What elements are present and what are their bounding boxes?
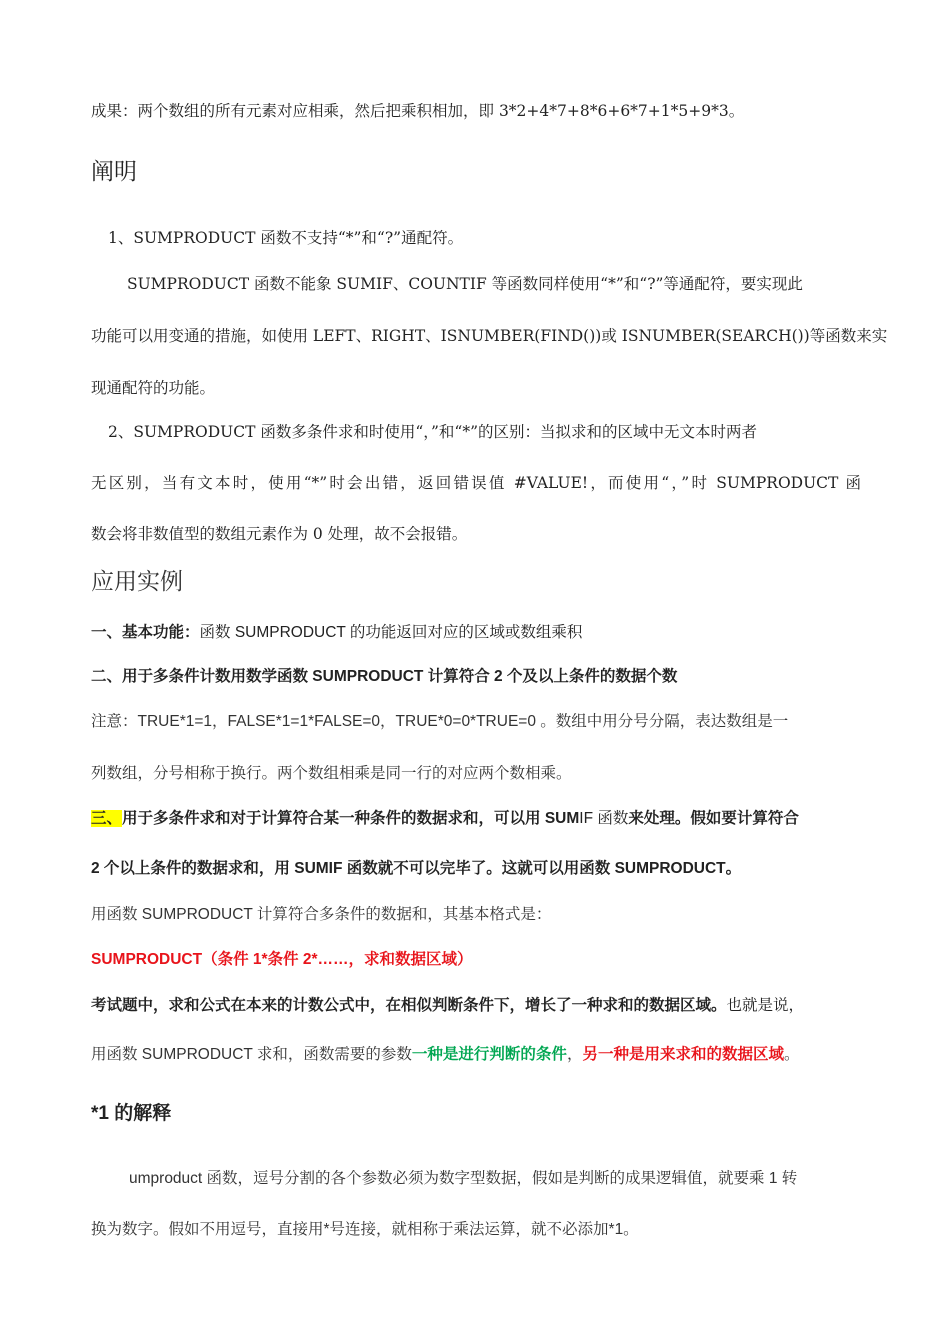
exam-line2 bbox=[91, 1044, 861, 1066]
note2-line3: 数会将非数值型的数组元素作为 0 处理，故不会报错。 bbox=[91, 525, 468, 543]
item3-text-b: SUM bbox=[544, 810, 580, 827]
result-label: 成果： bbox=[91, 102, 138, 120]
item3-text-a: 用于多条件求和对于计算符合某一种条件的数据求和，可以用 bbox=[122, 810, 545, 827]
item3-line2: 2 个以上条件的数据求和，用 SUMIF 函数就不可以完毕了。这就可以用函数 SUMPRODUCT。 bbox=[91, 860, 742, 877]
star-line1: umproduct 函数，逗号分割的各个参数必须为数字型数据，假如是判断的成果逻辑值，就要乘 1 转 bbox=[129, 1170, 798, 1187]
item3-number: 三、 bbox=[91, 810, 123, 827]
result-text: 两个数组的所有元素对应相乘，然后把乘积相加，即 3*2+4*7+8*6+6*7+1*5+9*3。 bbox=[137, 102, 745, 120]
result-paragraph bbox=[91, 100, 861, 122]
remark-line1: 注意：TRUE*1=1，FALSE*1=1*FALSE=0，TRUE*0=0*TRUE=0 。数组中用分号分隔，表达数组是一 bbox=[91, 713, 789, 730]
item3-text-c: IF 函数 bbox=[579, 810, 629, 827]
exam-l2e: 。 bbox=[783, 1046, 800, 1063]
note1-line1: SUMPRODUCT 函数不能象 SUMIF、COUNTIF 等函数同样使用“*”和“?”等通配符，要实现此 bbox=[127, 275, 803, 293]
exam-l2c: ， bbox=[566, 1046, 583, 1063]
note1-title: 1、SUMPRODUCT 函数不支持“*”和“?”通配符。 bbox=[108, 229, 464, 247]
item1-label: 一、基本功能： bbox=[91, 624, 200, 641]
remark-line2: 列数组，分号相称于换行。两个数组相乘是同一行的对应两个数相乘。 bbox=[91, 765, 572, 782]
item3-text-d: 来处理。假如要计算符合 bbox=[628, 810, 799, 827]
note1-line3: 现通配符的功能。 bbox=[91, 379, 216, 397]
exam-l2a: 用函数 SUMPRODUCT 求和，函数需要的参数 bbox=[91, 1046, 412, 1063]
note1-line2: 功能可以用变通的措施，如使用 LEFT、RIGHT、ISNUMBER(FIND())或 ISNUMBER(SEARCH())等函数来实 bbox=[91, 327, 888, 345]
note2-line1: 2、SUMPRODUCT 函数多条件求和时使用“，”和“*”的区别：当拟求和的区域中无文本时两者 bbox=[108, 423, 758, 441]
exam-rest: 也就是说， bbox=[726, 996, 805, 1014]
formula: SUMPRODUCT（条件 1*条件 2*……，求和数据区域） bbox=[91, 951, 473, 968]
exam-bold: 考试题中，求和公式在本来的计数公式中，在相似判断条件下，增长了一种求和的数据区域。 bbox=[91, 997, 727, 1014]
exam-line1 bbox=[91, 994, 861, 1017]
item1 bbox=[91, 621, 861, 644]
item1-text: 函数 SUMPRODUCT 的功能返回对应的区域或数组乘积 bbox=[199, 624, 583, 641]
heading-star: *1 的解释 bbox=[91, 1103, 172, 1124]
format-intro: 用函数 SUMPRODUCT 计算符合多条件的数据和，其基本格式是： bbox=[91, 906, 552, 923]
item2-title: 二、用于多条件计数用数学函数 SUMPRODUCT 计算符合 2 个及以上条件的数据个数 bbox=[91, 668, 678, 685]
exam-l2d: 另一种是用来求和的数据区域 bbox=[582, 1046, 784, 1063]
heading-explanation: 阐明 bbox=[91, 159, 137, 185]
heading-examples: 应用实例 bbox=[91, 569, 183, 595]
exam-l2b: 一种是进行判断的条件 bbox=[411, 1046, 567, 1063]
note2-line2: 无区别，当有文本时，使用“*”时会出错，返回错误值 #VALUE!，而使用“，”时 SUMPRODUCT 函 bbox=[91, 474, 861, 492]
star-line2: 换为数字。假如不用逗号，直接用*号连接，就相称于乘法运算，就不必添加*1。 bbox=[91, 1221, 639, 1238]
item3-line1 bbox=[91, 807, 861, 830]
